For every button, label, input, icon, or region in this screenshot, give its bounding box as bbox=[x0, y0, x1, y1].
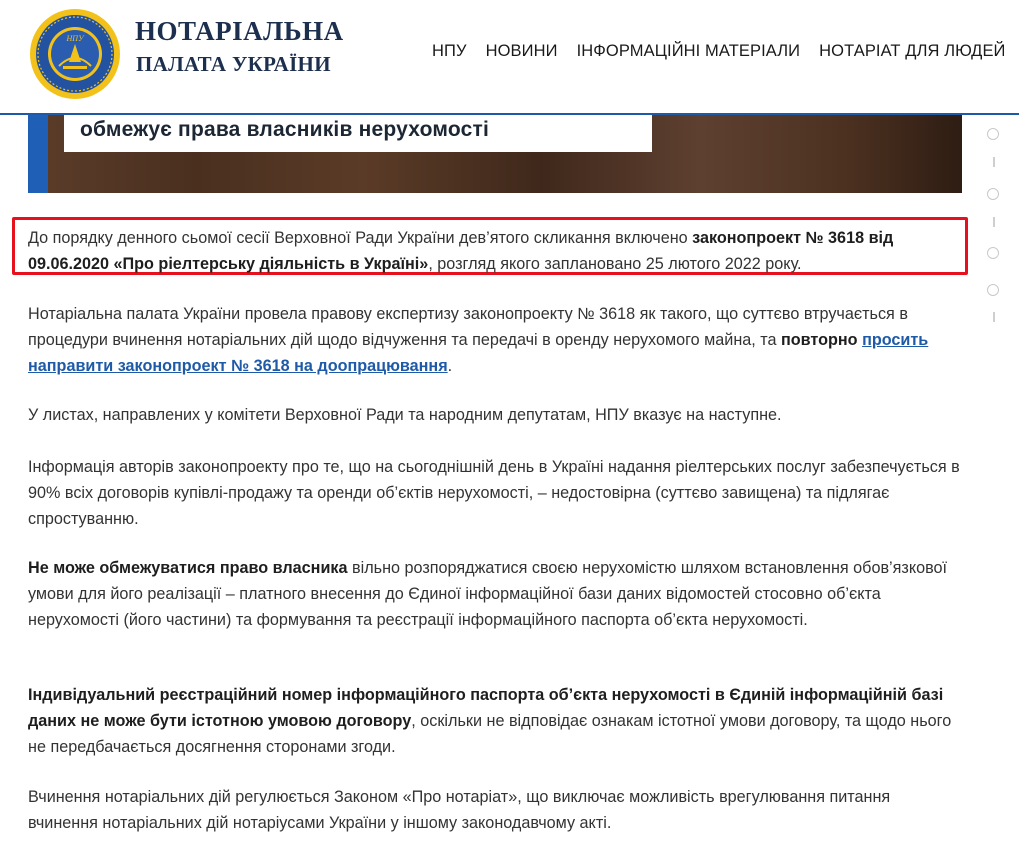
section-dot-2[interactable] bbox=[987, 188, 999, 200]
nav-item-news[interactable]: НОВИНИ bbox=[485, 42, 558, 60]
paragraph-text: До порядку денного сьомої сесії Верховної Ради України дев’ятого скликання включено bbox=[28, 229, 693, 247]
emblem-initials: НПУ bbox=[66, 34, 84, 43]
emphasis-text: Індивідуальний реєстраційний номер інформаційного паспорта об’єкта нерухомості в Єдиній інформаційній базі даних не може бути істотною умовою договору bbox=[28, 686, 944, 730]
nav-item-info-materials[interactable]: ІНФОРМАЦІЙНІ МАТЕРІАЛИ bbox=[576, 42, 801, 60]
section-dot-4[interactable] bbox=[987, 284, 999, 296]
paragraph-text: У листах, направлених у комітети Верховної Ради та народним депутатам, НПУ вказує на наступне. bbox=[28, 406, 782, 424]
bill-reference: законопроект № 3618 від 09.06.2020 «Про ріелтерську діяльність в Україні» bbox=[28, 229, 894, 273]
paragraph-text: вільно розпоряджатися своєю нерухомістю шляхом встановлення обов’язкової умови для його реалізації – платного внесення до Єдиної інформаційної бази даних відомостей стосовно об’єкта нерухомості (його частини) та формування та реєстрації інформаційного паспорта об’єкта нерухомості. bbox=[28, 559, 948, 629]
hero-title: обмежує права власників нерухомості bbox=[80, 118, 489, 141]
article-paragraph-3 bbox=[28, 402, 964, 428]
dot-divider bbox=[993, 157, 995, 167]
article-paragraph-1 bbox=[28, 225, 964, 277]
main-nav bbox=[432, 40, 1019, 64]
paragraph-text: , оскільки не відповідає ознакам істотної умови договору, та щодо нього не передбачається досягнення сторонами згоди. bbox=[28, 712, 952, 756]
brand-subtitle[interactable]: ПАЛАТА УКРАЇНИ bbox=[136, 52, 331, 76]
paragraph-text: . bbox=[447, 357, 453, 375]
paragraph-text: Вчинення нотаріальних дій регулюється Законом «Про нотаріат», що виключає можливість врегулювання питання вчинення нотаріальних дій нотаріусами України у іншому законодавчому акті. bbox=[28, 788, 891, 832]
site-header bbox=[0, 0, 1019, 115]
brand-title[interactable]: НОТАРІАЛЬНА bbox=[135, 16, 344, 46]
article-hero-banner bbox=[28, 115, 962, 193]
paragraph-text: Нотаріальна палата України провела правову експертизу законопроекту № 3618 як такого, що суттєво втручається в процедури вчинення нотаріальних дій щодо відчуження та передачі в оренду нерухомого майна, та bbox=[28, 305, 908, 349]
emphasis-text: Не може обмежуватися право власника bbox=[28, 559, 348, 577]
article-paragraph-7 bbox=[28, 784, 964, 836]
article-paragraph-2 bbox=[28, 301, 964, 379]
hero-accent-stripe bbox=[28, 115, 48, 193]
dot-divider bbox=[993, 312, 995, 322]
section-dot-3[interactable] bbox=[987, 247, 999, 259]
nav-item-npu[interactable]: НПУ bbox=[432, 42, 467, 60]
nav-item-notariat-for-people[interactable]: НОТАРІАТ ДЛЯ ЛЮДЕЙ bbox=[819, 42, 1006, 60]
rework-request-link[interactable]: просить направити законопроект № 3618 на доопрацювання bbox=[28, 331, 929, 375]
dot-divider bbox=[993, 217, 995, 227]
article-paragraph-6 bbox=[28, 682, 964, 760]
section-dot-1[interactable] bbox=[987, 128, 999, 140]
notary-chamber-emblem-icon[interactable] bbox=[29, 8, 121, 100]
hero-title-card bbox=[64, 115, 652, 152]
emphasis-text: повторно bbox=[781, 331, 858, 349]
article-paragraph-4 bbox=[28, 454, 964, 532]
section-dots-nav bbox=[985, 126, 1005, 326]
article-paragraph-5 bbox=[28, 555, 964, 633]
paragraph-text: Інформація авторів законопроекту про те, що на сьогоднішній день в Україні надання ріелтерських послуг забезпечується в 90% всіх договорів купівлі-продажу та оренди об’єктів нерухомості, – недостовірна (суттєво завищена) та підлягає спростуванню. bbox=[28, 458, 960, 528]
paragraph-text: , розгляд якого заплановано 25 лютого 2022 року. bbox=[428, 255, 802, 273]
